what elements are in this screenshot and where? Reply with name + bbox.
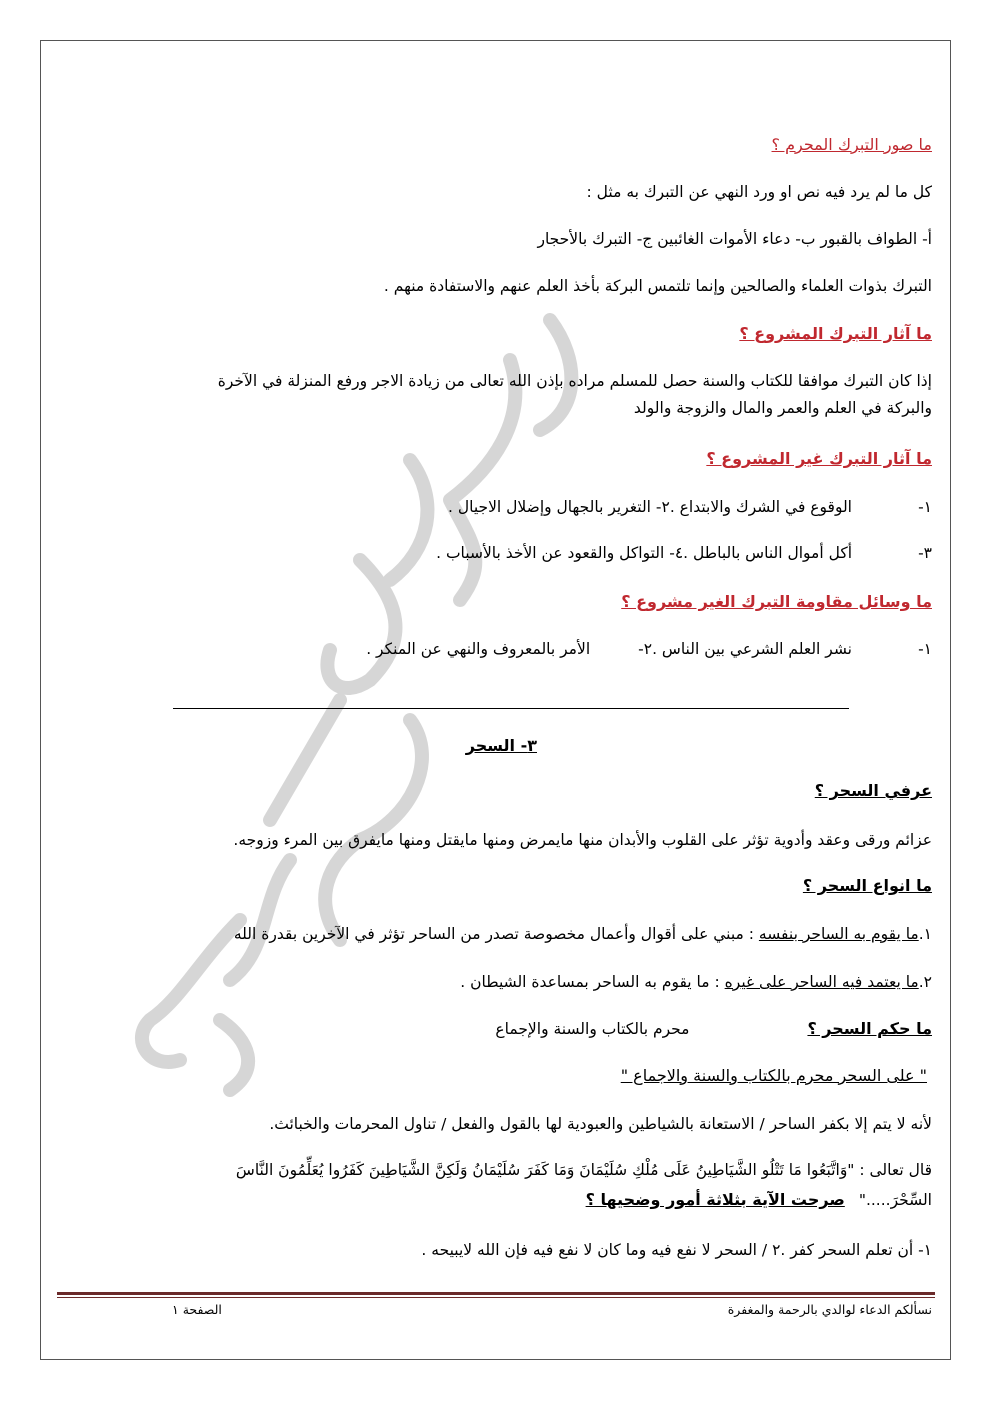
term-description: : ما يقوم به الساحر بمساعدة الشيطان . (460, 973, 725, 991)
list-text: نشر العلم الشرعي بين الناس .٢- (638, 640, 852, 658)
footer-dedication: نسألكم الدعاء لوالدي بالرحمة والمغفرة (727, 1302, 932, 1317)
section-heading-sihr: ٣- السحر (465, 736, 537, 755)
term: ما يقوم به الساحر بنفسه (758, 925, 919, 943)
text-line: لأنه لا يتم إلا بكفر الساحر / الاستعانة بالشياطين والعبودية لها بالقول والفعل / تناول المحرمات والخبائث. (269, 1115, 932, 1133)
term-description: : مبني على أقوال وأعمال مخصوصة تصدر من الساحر تؤثر في الآخرين بقدرة الله (233, 925, 759, 943)
list-text: الوقوع في الشرك والابتداع .٢- التغرير بالجهال وإضلال الاجيال . (447, 498, 852, 516)
text-line: كل ما لم يرد فيه نص او ورد النهي عن التبرك به مثل : (586, 183, 932, 201)
footer-rule (57, 1297, 935, 1298)
list-item (60, 495, 932, 519)
quote-line: " على السحر محرم بالكتاب والسنة والاجماع " (620, 1066, 927, 1085)
list-item (60, 922, 932, 946)
list-number: ١. (918, 925, 932, 943)
text-line: إذا كان التبرك موافقا للكتاب والسنة حصل للمسلم مراده بإذن الله تعالى من زيادة الاجر ورفع المنزلة في الآخرة (217, 372, 932, 390)
text-line: التبرك بذوات العلماء والصالحين وإنما تلتمس البركة بأخذ العلم عنهم والاستفادة منهم . (383, 277, 932, 295)
text-line: والبركة في العلم والعمر والمال والزوجة والولد (633, 399, 932, 417)
list-item (60, 637, 932, 661)
section-title-resistance: ما وسائل مقاومة التبرك الغير مشروع ؟ (621, 592, 932, 611)
text-line: عزائم ورقى وعقد وأدوية تؤثر على القلوب والأبدان منها مايمرض ومنها مايقتل ومنها مايفرق بين المرء وزوجه. (233, 831, 932, 849)
verse-line (60, 1188, 932, 1212)
divider (173, 708, 849, 709)
question-define: عرفي السحر ؟ (814, 781, 932, 800)
list-number: ٢. (918, 973, 932, 991)
list-item (60, 541, 932, 565)
list-text: الأمر بالمعروف والنهي عن المنكر . (366, 640, 591, 658)
question-ruling: ما حكم السحر ؟ (807, 1019, 932, 1038)
verse-text: السِّحْرَ....." (858, 1191, 932, 1209)
term: ما يعتمد فيه الساحر على غيره (724, 973, 919, 991)
list-number: ١- (918, 640, 932, 658)
footer-rule (57, 1292, 935, 1295)
footer-page-number: الصفحة ١ (172, 1302, 222, 1317)
list-number: ١- (918, 498, 932, 516)
section-title-forbidden-tabarruk: ما صور التبرك المحرم ؟ (771, 135, 932, 154)
ruling-line (60, 1017, 932, 1041)
list-item (60, 970, 932, 994)
text-line: ١- أن تعلم السحر كفر .٢ / السحر لا نفع فيه وما كان لا نفع فيه فإن الله لايبيحه . (421, 1241, 932, 1259)
question-types: ما انواع السحر ؟ (802, 876, 932, 895)
section-title-illegit-effects: ما آثار التبرك غير المشروع ؟ (706, 449, 932, 468)
verse-question: صرحت الآية بثلاثة أمور وضحيها ؟ (585, 1190, 845, 1209)
verse-line: قال تعالى : "وَاتَّبَعُوا مَا تَتْلُو الشَّيَاطِينُ عَلَى مُلْكِ سُلَيْمَانَ وَمَا كَفَرَ سُلَيْمَانُ وَلَكِنَّ الشَّيَاطِينَ كَفَرُوا يُعَلِّمُونَ النَّاسَ (235, 1161, 932, 1179)
section-title-legit-effects: ما آثار التبرك المشروع ؟ (739, 324, 932, 343)
list-text: أكل أموال الناس بالباطل .٤- التواكل والقعود عن الأخذ بالأسباب . (436, 544, 852, 562)
text-line: أ- الطواف بالقبور ب- دعاء الأموات الغائبين ج- التبرك بالأحجار (537, 230, 932, 248)
ruling-text: محرم بالكتاب والسنة والإجماع (495, 1020, 690, 1038)
list-number: ٣- (918, 544, 932, 562)
